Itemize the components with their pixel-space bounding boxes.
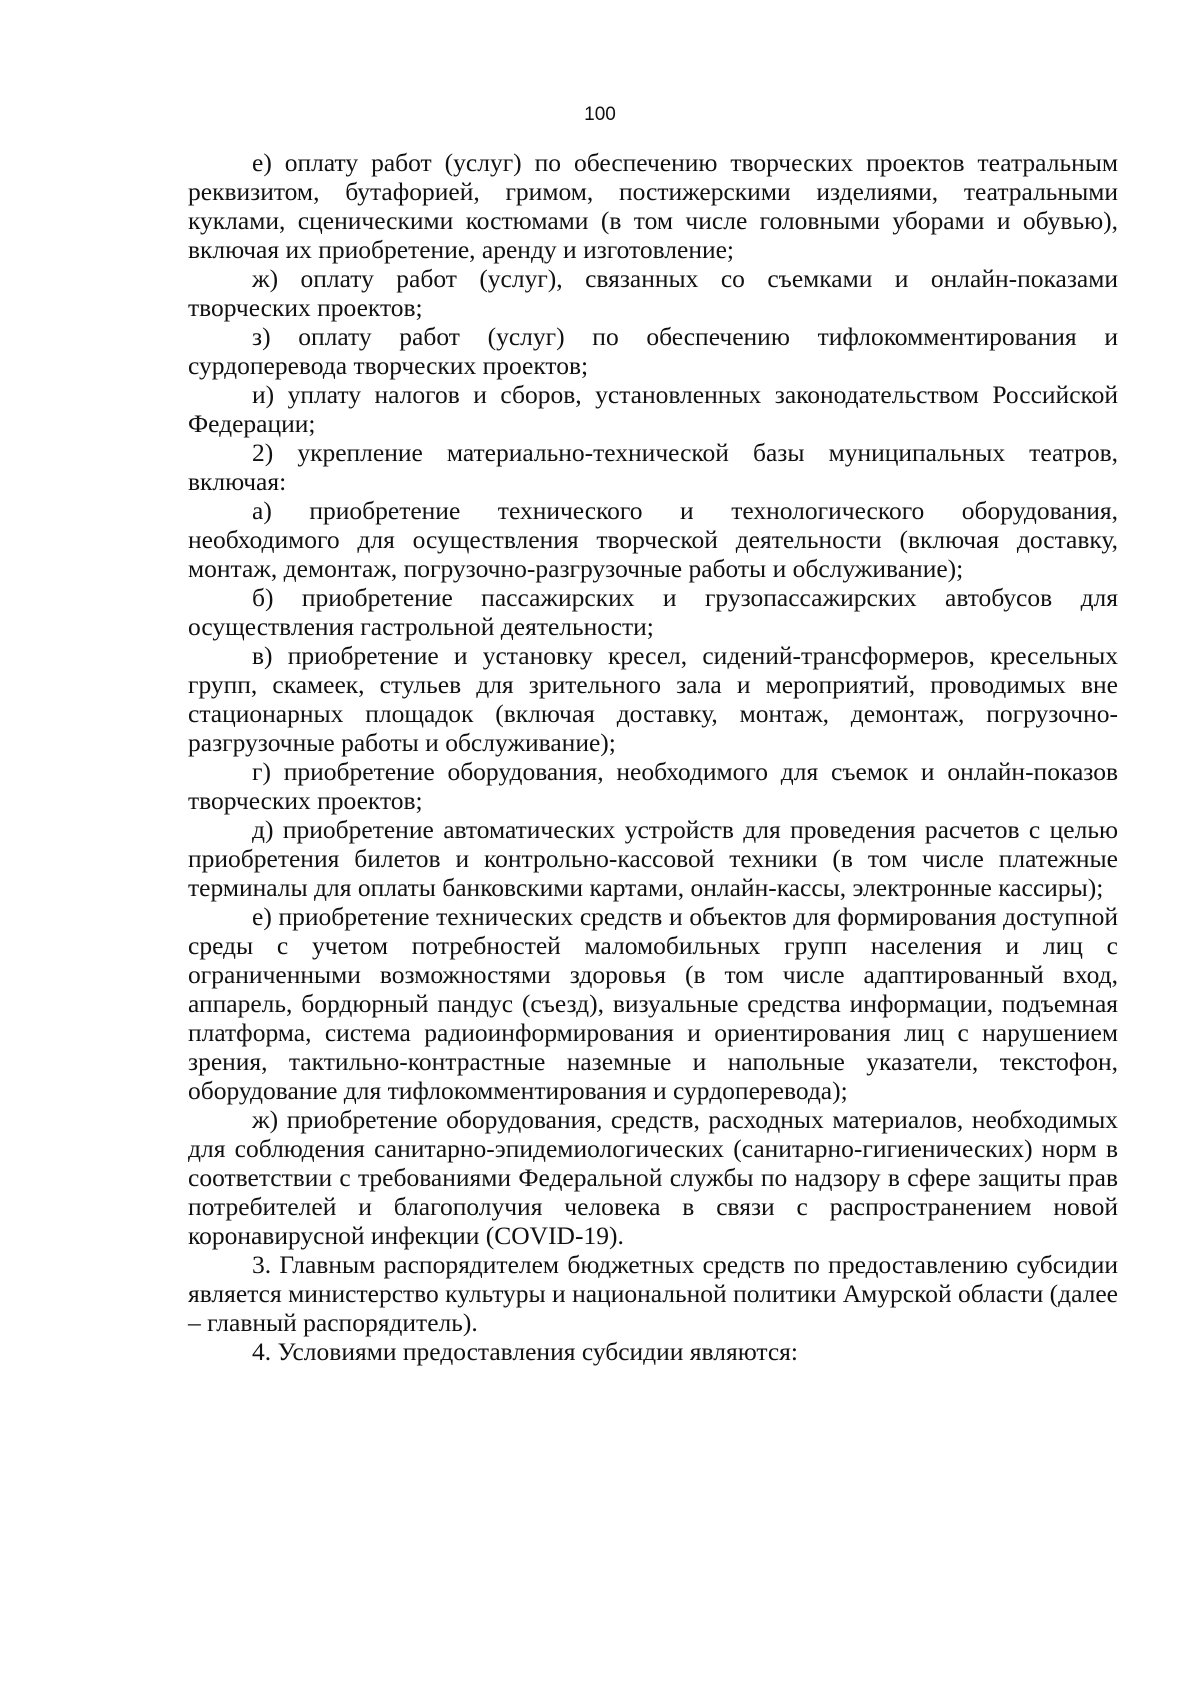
paragraph-d-payment-devices: д) приобретение автоматических устройств для проведения расчетов с целью приобретения билетов и контрольно-кассовой техники (в том числе платежные терминалы для оплаты банковскими картами, онлайн-кассы, электронные кассиры);: [188, 815, 1118, 902]
paragraph-z-tiflocommenting: з) оплату работ (услуг) по обеспечению тифлокомментирования и сурдоперевода творческих проектов;: [188, 322, 1118, 380]
paragraph-4-conditions: 4. Условиями предоставления субсидии являются:: [252, 1337, 798, 1366]
page-number: 100: [584, 104, 616, 125]
paragraph-zh-sanitary: ж) приобретение оборудования, средств, расходных материалов, необходимых для соблюдения санитарно-эпидемиологических (санитарно-гигиенических) норм в соответствии с требованиями Федеральной службы по надзору в сфере защиты прав потребителей и благополучия человека в связи с распространением новой коронавирусной инфекции (COVID-19).: [188, 1105, 1118, 1250]
paragraph-zh-filming: ж) оплату работ (услуг), связанных со съемками и онлайн-показами творческих проектов;: [188, 264, 1118, 322]
paragraph-3-main-manager: 3. Главным распорядителем бюджетных средств по предоставлению субсидии является министерство культуры и национальной политики Амурской области (далее – главный распорядитель).: [188, 1250, 1118, 1337]
paragraph-g-filming-equipment: г) приобретение оборудования, необходимого для съемок и онлайн-показов творческих проектов;: [188, 757, 1118, 815]
paragraph-e-accessibility: е) приобретение технических средств и объектов для формирования доступной среды с учетом потребностей маломобильных групп населения и лиц с ограниченными возможностями здоровья (в том числе адаптированный вход, аппарель, бордюрный пандус (съезд), визуальные средства информации, подъемная платформа, система радиоинформирования и ориентирования лиц с нарушением зрения, тактильно-контрастные наземные и напольные указатели, текстофон, оборудование для тифлокомментирования и сурдоперевода);: [188, 902, 1118, 1105]
paragraph-v-seating: в) приобретение и установку кресел, сидений-трансформеров, кресельных групп, скамеек, стульев для зрительного зала и мероприятий, проводимых вне стационарных площадок (включая доставку, монтаж, демонтаж, погрузочно-разгрузочные работы и обслуживание);: [188, 641, 1118, 757]
document-body: [188, 148, 1118, 1366]
paragraph-b-buses: б) приобретение пассажирских и грузопассажирских автобусов для осуществления гастрольной деятельности;: [188, 583, 1118, 641]
paragraph-i-taxes: и) уплату налогов и сборов, установленных законодательством Российской Федерации;: [188, 380, 1118, 438]
paragraph-a-equipment: а) приобретение технического и технологического оборудования, необходимого для осуществления творческой деятельности (включая доставку, монтаж, демонтаж, погрузочно-разгрузочные работы и обслуживание);: [188, 496, 1118, 583]
paragraph-e-theatrical-props: е) оплату работ (услуг) по обеспечению творческих проектов театральным реквизитом, бутафорией, гримом, постижерскими изделиями, театральными куклами, сценическими костюмами (в том числе головными уборами и обувью), включая их приобретение, аренду и изготовление;: [188, 148, 1118, 264]
paragraph-2-material-base: 2) укрепление материально-технической базы муниципальных театров, включая:: [188, 438, 1118, 496]
